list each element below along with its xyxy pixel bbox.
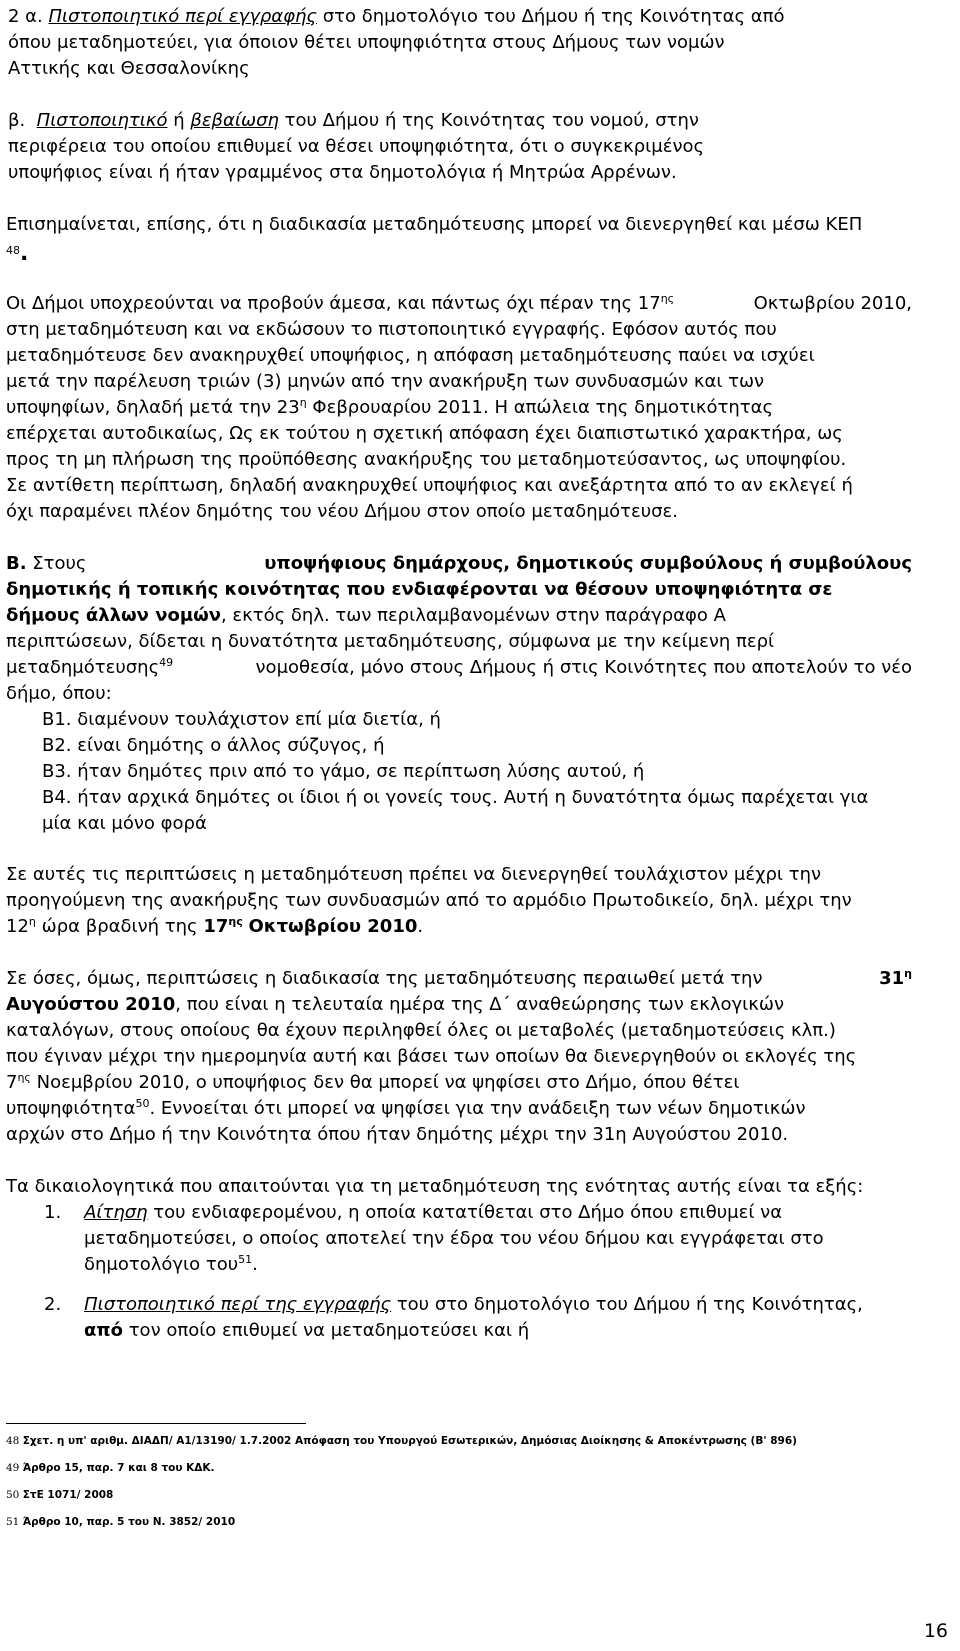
list-item-b1: Β1. διαμένουν τουλάχιστον επί μία διετία, ή [42, 709, 441, 730]
late-line-7: αρχών στο Δήμο ή την Κοινότητα όπου ήταν δημότης μέχρι την 31η Αυγούστου 2010. [6, 1124, 789, 1145]
text [6, 293, 674, 314]
deadline-line-1: Σε αυτές τις περιπτώσεις η μεταδημότευση πρέπει να διενεργηθεί τουλάχιστον μέχρι την [6, 864, 822, 885]
footnote-text: Άρθρο 10, παρ. 5 του Ν. 3852/ 2010 [22, 1516, 236, 1528]
documents-item-1-line-2: μεταδημοτεύσει, ο οποίος αποτελεί την έδρα του νέου δήμου και εγγράφεται στο [84, 1228, 824, 1249]
footnote-number: 48 [6, 1435, 20, 1447]
text: Νοεμβρίου 2010, ο υποψήφιος δεν θα μπορεί να ψηφίσει στο Δήμο, όπου θέτει [36, 1072, 740, 1093]
text: Οι Δήμοι υποχρεούνται να προβούν άμεσα, και πάντως όχι πέραν της 17 [6, 293, 661, 314]
documents-intro: Τα δικαιολογητικά που απαιτούνται για τη μεταδημότευση της ενότητας αυτής είναι τα εξής: [6, 1176, 864, 1197]
documents-item-1 [44, 1202, 782, 1223]
footnote-50 [6, 1488, 113, 1502]
footnote-text: ΣτΕ 1071/ 2008 [22, 1489, 114, 1501]
ordinal-suffix: η [28, 915, 36, 928]
text [879, 968, 912, 989]
text: . [20, 241, 29, 266]
text: , που είναι η τελευταία ημέρα της Δ΄ αναθεώρησης των εκλογικών [175, 994, 784, 1015]
municipalities-line-3: μεταδημότευσε δεν ανακηρυχθεί υποψήφιος, η απόφαση μεταδημότευσης παύει να ισχύει [6, 345, 815, 366]
item-2b-line-1 [8, 110, 699, 131]
page-number: 16 [923, 1620, 948, 1642]
footnote-separator [6, 1423, 306, 1424]
section-b-line-2: δημοτικής ή τοπικής κοινότητας που ενδιαφέρονται να θέσουν υποψηφιότητα σε [6, 579, 833, 600]
footnote-48 [6, 1434, 797, 1448]
section-b-line-1 [6, 553, 912, 574]
text: υποψήφιους δημάρχους, δημοτικούς συμβούλους ή συμβούλους [264, 553, 912, 574]
certificate-link[interactable]: Πιστοποιητικό [36, 110, 168, 131]
text: . Εννοείται ότι μπορεί να ψηφίσει για την ανάδειξη των νέων δημοτικών [149, 1098, 806, 1119]
ordinal-suffix: ης [17, 1071, 31, 1084]
text: Οκτωβρίου 2010, [753, 293, 912, 314]
section-b-line-5 [6, 657, 912, 678]
footnote-ref[interactable]: 51 [238, 1253, 253, 1266]
text: υποψηφιότητα [6, 1098, 136, 1119]
text: 31 [879, 968, 905, 989]
text: Αυγούστου 2010 [6, 994, 176, 1015]
item-2a-line-2: όπου μεταδημοτεύει, για όποιον θέτει υποψηφιότητα στους Δήμους των νομών [8, 32, 725, 53]
municipalities-line-2: στη μεταδημότευση και να εκδώσουν το πιστοποιητικό εγγραφής. Εφόσον αυτός που [6, 319, 777, 340]
ordinal-suffix: ης [660, 292, 675, 305]
text: του ενδιαφερομένου, η οποία κατατίθεται στο Δήμο όπου επιθυμεί να [153, 1202, 783, 1223]
text: του Δήμου ή της Κοινότητας του νομού, στην [284, 110, 699, 131]
footnote-ref[interactable]: 49 [159, 656, 174, 669]
text: . [252, 1254, 258, 1275]
documents-item-2-line-2 [84, 1320, 529, 1341]
text: Σε όσες, όμως, περιπτώσεις η διαδικασία της μεταδημότευσης περαιωθεί μετά την [6, 968, 763, 989]
text: τον οποίο επιθυμεί να μεταδημοτεύσει και ή [128, 1320, 530, 1341]
text: δήμους άλλων νομών [6, 605, 221, 626]
confirmation-link[interactable]: βεβαίωση [190, 110, 279, 131]
text: του στο δημοτολόγιο του Δήμου ή της Κοινότητας, [396, 1294, 863, 1315]
item-letter: β. [8, 110, 26, 131]
certificate-link[interactable]: Πιστοποιητικό περί της εγγραφής [84, 1294, 392, 1315]
text: 17 [203, 916, 229, 937]
list-number: 1. [44, 1202, 62, 1223]
footnote-text: Άρθρο 15, παρ. 7 και 8 του ΚΔΚ. [22, 1462, 215, 1474]
text: ή [173, 110, 185, 131]
ordinal-suffix: η [904, 967, 912, 980]
ordinal-suffix: ης [228, 915, 243, 928]
text: υποψηφίων, δηλαδή μετά την 23 [6, 397, 300, 418]
municipalities-line-8: Σε αντίθετη περίπτωση, δηλαδή ανακηρυχθεί υποψήφιος και ανεξάρτητα από το αν εκλεγεί ή [6, 475, 853, 496]
item-number: 2 α. [8, 6, 43, 27]
municipalities-line-5 [6, 397, 773, 418]
late-line-5 [6, 1072, 739, 1093]
footnote-49 [6, 1461, 215, 1475]
municipalities-line-1 [6, 293, 912, 314]
documents-item-1-line-3 [84, 1254, 258, 1275]
footnote-text: Σχετ. η υπ' αριθμ. ΔΙΑΔΠ/ Α1/13190/ 1.7.2002 Απόφαση του Υπουργού Εσωτερικών, Δημόσιας Διοίκησης & Αποκέντρωσης (Β' 896) [22, 1435, 797, 1447]
footnote-ref[interactable]: 48 [6, 244, 20, 257]
text: 12 [6, 916, 29, 937]
text: , εκτός δηλ. των περιλαμβανομένων στην παράγραφο Α [220, 605, 726, 626]
text: δημοτολόγιο του [84, 1254, 239, 1275]
list-number: 2. [44, 1294, 62, 1315]
section-b-line-3 [6, 605, 726, 626]
list-item-b4-cont: μία και μόνο φορά [42, 813, 207, 834]
text: μεταδημότευσης [6, 657, 160, 678]
section-b-line-6: δήμο, όπου: [6, 683, 112, 704]
item-2b-line-2: περιφέρεια του οποίου επιθυμεί να θέσει υποψηφιότητα, ότι ο συγκεκριμένος [8, 136, 705, 157]
text: . [417, 916, 424, 937]
item-2a-line-3: Αττικής και Θεσσαλονίκης [8, 58, 250, 79]
section-letter: Β. [6, 553, 27, 574]
ordinal-suffix: η [299, 396, 307, 409]
deadline-line-3 [6, 916, 423, 937]
footnote-ref[interactable]: 50 [135, 1097, 150, 1110]
late-line-1 [6, 968, 912, 989]
text: στο δημοτολόγιο του Δήμου ή της Κοινότητας από [322, 6, 785, 27]
text: Φεβρουαρίου 2011. Η απώλεια της δημοτικότητας [312, 397, 774, 418]
footnote-51 [6, 1515, 235, 1529]
late-line-4: που έγιναν μέχρι την ημερομηνία αυτή και βάσει των οποίων θα διενεργηθούν οι εκλογές της [6, 1046, 857, 1067]
late-line-2 [6, 994, 784, 1015]
documents-item-2 [44, 1294, 863, 1315]
late-line-3: καταλόγων, στους οποίους θα έχουν περιληφθεί όλες οι μεταβολές (μεταδημοτεύσεις κλπ.) [6, 1020, 836, 1041]
certificate-link[interactable]: Πιστοποιητικό περί εγγραφής [48, 6, 317, 27]
footnote-number: 50 [6, 1489, 20, 1501]
list-item-b2: Β2. είναι δημότης ο άλλος σύζυγος, ή [42, 735, 385, 756]
text: από [84, 1320, 123, 1341]
text: 7 [6, 1072, 18, 1093]
list-item-b3: Β3. ήταν δημότες πριν από το γάμο, σε περίπτωση λύσης αυτού, ή [42, 761, 645, 782]
kep-note: Επισημαίνεται, επίσης, ότι η διαδικασία μεταδημότευσης μπορεί να διενεργηθεί και μέσω ΚΕΠ [6, 214, 863, 235]
item-2b-line-3: υποψήφιος είναι ή ήταν γραμμένος στα δημοτολόγια ή Μητρώα Αρρένων. [8, 162, 677, 183]
text [6, 553, 87, 574]
text: Στους [32, 553, 87, 574]
kep-note-ref [6, 240, 28, 267]
municipalities-line-6: επέρχεται αυτοδικαίως, Ως εκ τούτου η σχετική απόφαση έχει διαπιστωτικό χαρακτήρα, ως [6, 423, 843, 444]
item-2a-line-1 [8, 6, 784, 27]
text: ώρα βραδινή της [41, 916, 198, 937]
footnote-number: 51 [6, 1516, 20, 1528]
municipalities-line-9: όχι παραμένει πλέον δημότης του νέου Δήμου στον οποίο μεταδημότευσε. [6, 501, 678, 522]
deadline-line-2: προηγούμενη της ανακήρυξης των συνδυασμών από το αρμόδιο Πρωτοδικείο, δηλ. μέχρι την [6, 890, 852, 911]
municipalities-line-4: μετά την παρέλευση τριών (3) μηνών από την ανακήρυξη των συνδυασμών και των [6, 371, 765, 392]
section-b-line-4: περιπτώσεων, δίδεται η δυνατότητα μεταδημότευσης, σύμφωνα με την κείμενη περί [6, 631, 775, 652]
municipalities-line-7: προς τη μη πλήρωση της προϋπόθεσης ανακήρυξης του μεταδημοτεύσαντος, ως υποψηφίου. [6, 449, 847, 470]
text: Οκτωβρίου 2010 [248, 916, 418, 937]
list-item-b4: Β4. ήταν αρχικά δημότες οι ίδιοι ή οι γονείς τους. Αυτή η δυνατότητα όμως παρέχεται για [42, 787, 869, 808]
text [6, 657, 173, 678]
text: νομοθεσία, μόνο στους Δήμους ή στις Κοινότητες που αποτελούν το νέο [255, 657, 912, 678]
footnote-number: 49 [6, 1462, 20, 1474]
application-link[interactable]: Αίτηση [84, 1202, 148, 1223]
late-line-6 [6, 1098, 806, 1119]
